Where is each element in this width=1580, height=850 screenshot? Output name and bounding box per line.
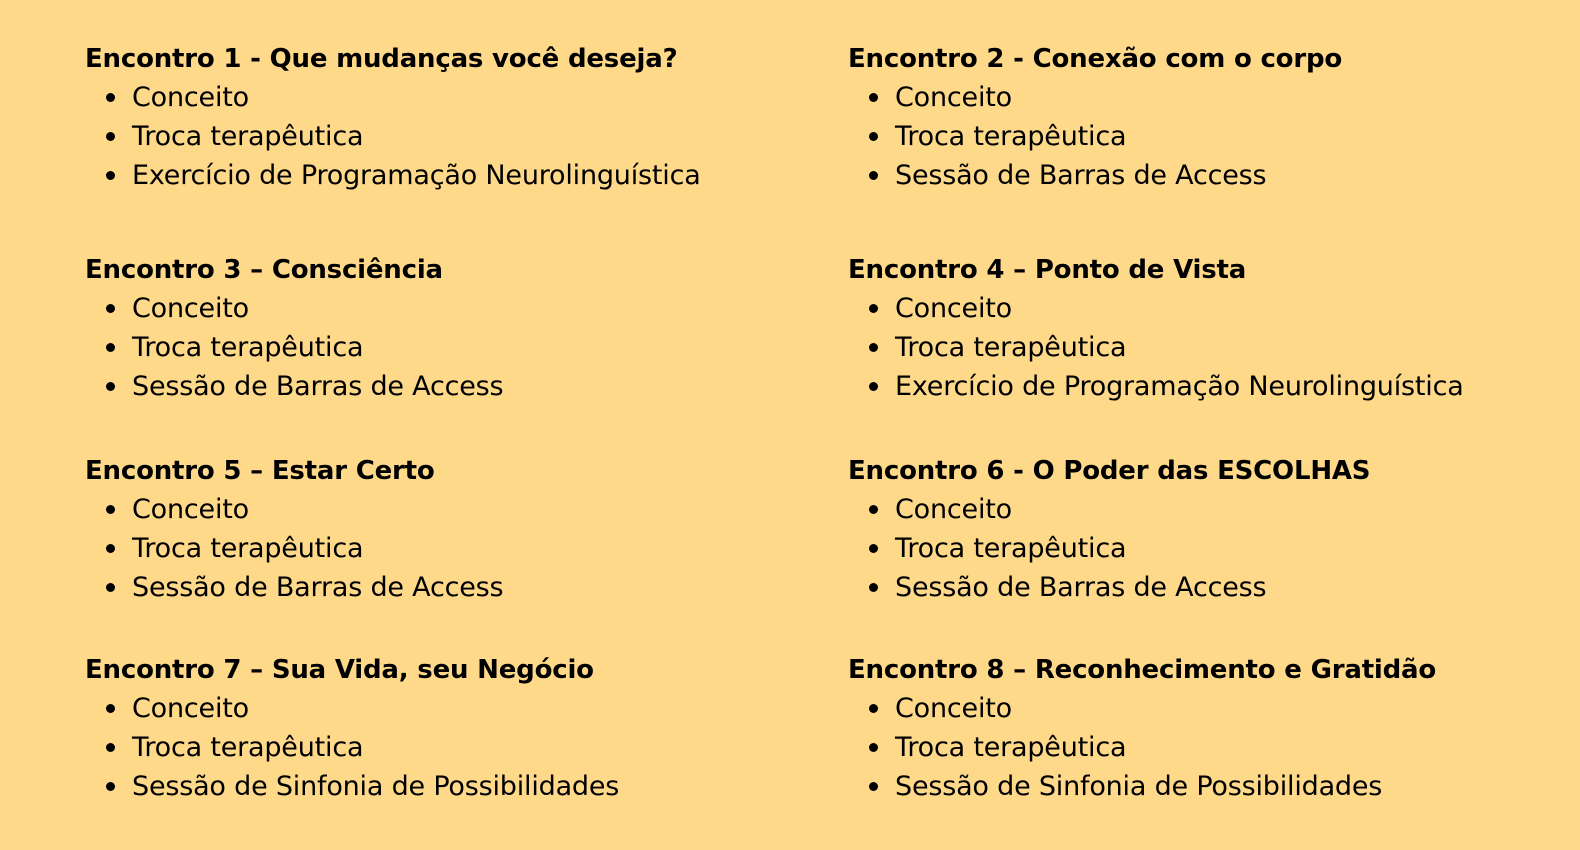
list-item <box>85 568 785 607</box>
list-item <box>848 490 1548 529</box>
bullet-icon <box>106 93 115 102</box>
bullet-icon <box>106 782 115 791</box>
list-item-label: Sessão de Barras de Access <box>895 160 1267 191</box>
bullet-icon <box>869 743 878 752</box>
list-item <box>85 490 785 529</box>
list-item <box>848 156 1548 195</box>
encontro-5-title: Encontro 5 – Estar Certo <box>85 456 435 486</box>
encontro-3-section <box>85 251 785 406</box>
list-item <box>85 767 785 806</box>
encontro-8-title: Encontro 8 – Reconhecimento e Gratidão <box>848 655 1437 685</box>
bullet-icon <box>106 382 115 391</box>
list-item <box>848 568 1548 607</box>
bullet-icon <box>869 382 878 391</box>
list-item <box>848 78 1548 117</box>
list-item <box>85 117 785 156</box>
list-item-label: Troca terapêutica <box>895 732 1127 763</box>
list-item-label: Sessão de Barras de Access <box>132 572 504 603</box>
list-item-label: Troca terapêutica <box>132 121 364 152</box>
list-item <box>85 728 785 767</box>
bullet-icon <box>869 544 878 553</box>
encontro-4-list <box>848 289 1548 406</box>
encontro-1-section <box>85 40 785 195</box>
encontro-4-title: Encontro 4 – Ponto de Vista <box>848 255 1247 285</box>
list-item <box>848 689 1548 728</box>
list-item <box>848 117 1548 156</box>
bullet-icon <box>106 171 115 180</box>
list-item-label: Sessão de Barras de Access <box>132 371 504 402</box>
encontro-7-title: Encontro 7 – Sua Vida, seu Negócio <box>85 655 594 685</box>
list-item <box>848 328 1548 367</box>
list-item-label: Troca terapêutica <box>132 533 364 564</box>
list-item-label: Troca terapêutica <box>895 121 1127 152</box>
bullet-icon <box>106 544 115 553</box>
bullet-icon <box>869 93 878 102</box>
list-item <box>848 767 1548 806</box>
bullet-icon <box>869 343 878 352</box>
encontro-4-section <box>848 251 1548 406</box>
bullet-icon <box>869 583 878 592</box>
list-item-label: Troca terapêutica <box>132 732 364 763</box>
bullet-icon <box>106 132 115 141</box>
encontro-2-section <box>848 40 1548 195</box>
encontro-7-list <box>85 689 785 806</box>
list-item-label: Conceito <box>132 293 249 324</box>
bullet-icon <box>106 304 115 313</box>
bullet-icon <box>106 704 115 713</box>
list-item <box>848 289 1548 328</box>
list-item-label: Exercício de Programação Neurolinguística <box>132 160 701 191</box>
list-item <box>85 328 785 367</box>
bullet-icon <box>106 505 115 514</box>
list-item <box>85 367 785 406</box>
encontro-5-list <box>85 490 785 607</box>
list-item-label: Troca terapêutica <box>895 332 1127 363</box>
list-item-label: Conceito <box>132 82 249 113</box>
encontro-6-section <box>848 452 1548 607</box>
list-item-label: Troca terapêutica <box>895 533 1127 564</box>
encontro-2-title: Encontro 2 - Conexão com o corpo <box>848 44 1343 74</box>
encontro-8-section <box>848 651 1548 806</box>
encontro-3-title: Encontro 3 – Consciência <box>85 255 443 285</box>
bullet-icon <box>869 132 878 141</box>
bullet-icon <box>869 704 878 713</box>
list-item <box>85 529 785 568</box>
encontro-3-list <box>85 289 785 406</box>
list-item-label: Conceito <box>132 693 249 724</box>
list-item-label: Conceito <box>132 494 249 525</box>
bullet-icon <box>106 743 115 752</box>
encontro-1-title: Encontro 1 - Que mudanças você deseja? <box>85 44 678 74</box>
encontro-6-list <box>848 490 1548 607</box>
list-item-label: Conceito <box>895 693 1012 724</box>
list-item-label: Conceito <box>895 494 1012 525</box>
encontro-5-section <box>85 452 785 607</box>
list-item-label: Exercício de Programação Neurolinguística <box>895 371 1464 402</box>
list-item <box>85 78 785 117</box>
bullet-icon <box>869 304 878 313</box>
encontro-8-list <box>848 689 1548 806</box>
list-item <box>85 289 785 328</box>
encontro-7-section <box>85 651 785 806</box>
list-item <box>85 156 785 195</box>
list-item-label: Sessão de Sinfonia de Possibilidades <box>132 771 620 802</box>
list-item-label: Conceito <box>895 293 1012 324</box>
encontro-6-title: Encontro 6 - O Poder das ESCOLHAS <box>848 456 1371 486</box>
list-item-label: Sessão de Barras de Access <box>895 572 1267 603</box>
bullet-icon <box>106 583 115 592</box>
bullet-icon <box>106 343 115 352</box>
encontro-1-list <box>85 78 785 195</box>
encontro-2-list <box>848 78 1548 195</box>
bullet-icon <box>869 782 878 791</box>
list-item <box>848 529 1548 568</box>
bullet-icon <box>869 505 878 514</box>
list-item-label: Sessão de Sinfonia de Possibilidades <box>895 771 1383 802</box>
list-item <box>848 728 1548 767</box>
list-item <box>85 689 785 728</box>
list-item-label: Conceito <box>895 82 1012 113</box>
bullet-icon <box>869 171 878 180</box>
list-item <box>848 367 1548 406</box>
list-item-label: Troca terapêutica <box>132 332 364 363</box>
